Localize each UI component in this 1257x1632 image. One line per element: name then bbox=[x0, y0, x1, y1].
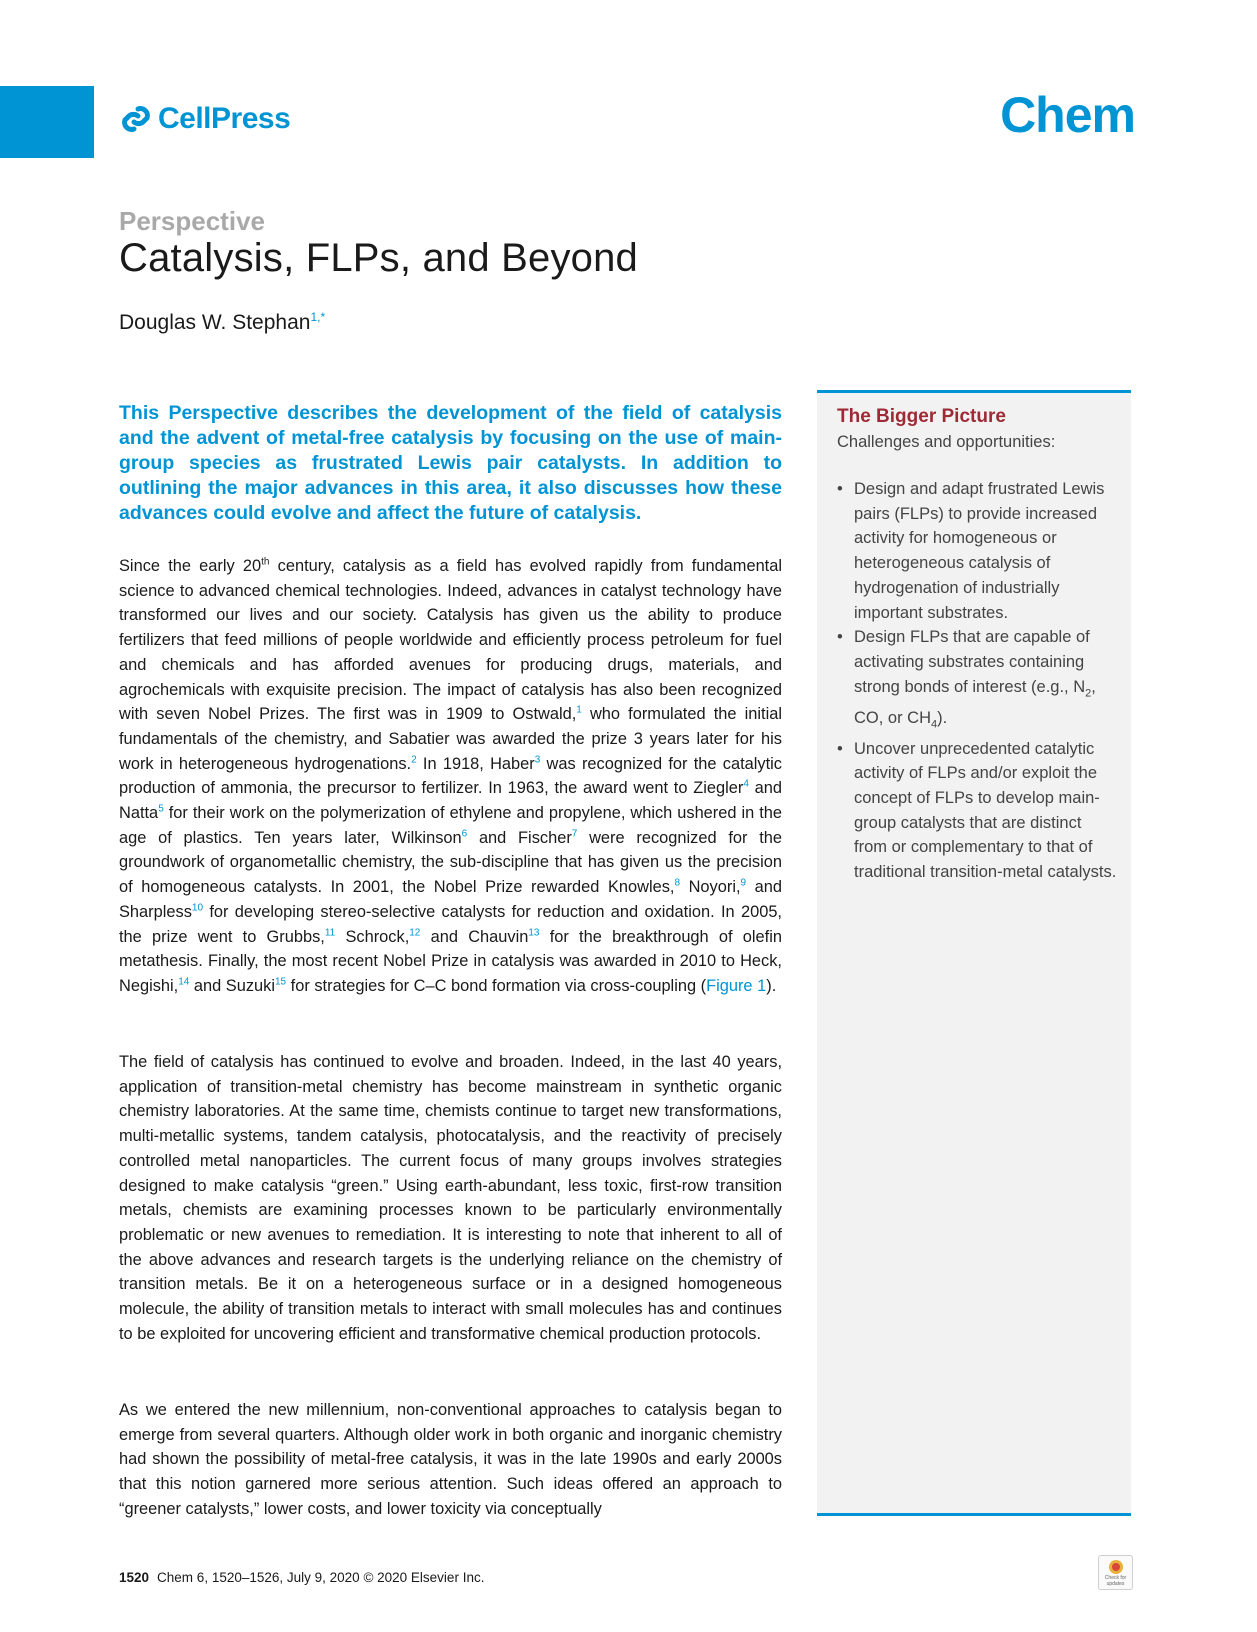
check-for-updates-badge[interactable] bbox=[1098, 1555, 1133, 1590]
article-title: Catalysis, FLPs, and Beyond bbox=[119, 236, 638, 280]
bigger-picture-sidebar bbox=[817, 390, 1131, 1516]
reference-link[interactable]: 2 bbox=[411, 754, 417, 766]
author-affiliation-link[interactable]: 1,* bbox=[310, 310, 326, 324]
reference-link[interactable]: 9 bbox=[740, 877, 747, 889]
author-line bbox=[119, 310, 325, 335]
reference-link[interactable]: 10 bbox=[191, 902, 204, 914]
author-name: Douglas W. Stephan bbox=[119, 311, 311, 334]
cellpress-link-icon bbox=[120, 103, 152, 135]
reference-link[interactable]: 5 bbox=[158, 803, 164, 815]
journal-logo[interactable]: Chem bbox=[1000, 87, 1135, 143]
cellpress-logo[interactable] bbox=[120, 102, 290, 136]
figure-1-link[interactable]: Figure 1 bbox=[706, 976, 767, 995]
check-updates-label: Check for updates bbox=[1104, 1574, 1127, 1587]
check-updates-icon bbox=[1108, 1559, 1124, 1575]
reference-link[interactable]: 13 bbox=[528, 927, 540, 939]
reference-link[interactable]: 8 bbox=[674, 877, 681, 889]
reference-link[interactable]: 12 bbox=[409, 927, 421, 939]
publisher-name: CellPress bbox=[158, 102, 291, 135]
sidebar-bullet-list bbox=[837, 477, 1117, 885]
journal-citation: Chem 6, 1520–1526, July 9, 2020 © 2020 Elsevier Inc. bbox=[157, 1570, 485, 1585]
sidebar-subtitle: Challenges and opportunities: bbox=[837, 433, 1056, 451]
article-type-label: Perspective bbox=[119, 206, 265, 236]
list-item: • Design FLPs that are capable of activating substrates containing strong bonds of interest (e.g., $N_2$, CO, or $CH_4$). bbox=[837, 625, 1117, 736]
sidebar-title: The Bigger Picture bbox=[837, 406, 1006, 427]
body-paragraph-3: As we entered the new millennium, non-conventional approaches to catalysis began to emerge from several quarters. Although older work in both organic and inorganic chemistry had shown the possibility of metal-free catalysis, it was in the late 1990s and early 2000s that this notion garnered more serious attention. Such ideas offered an approach to “greener catalysts,” lower costs, and lower toxicity via conceptually bbox=[119, 1401, 782, 1518]
body-paragraph-1: Since the early 20th century, catalysis as a field has evolved rapidly from fundamental science to advanced chemical technologies. Indeed, advances in catalyst technology have transformed our lives and our society. Catalysis has given us the ability to produce fertilizers that feed millions of people worldwide and efficiently process petroleum for fuel and chemicals and has afforded avenues for producing drugs, materials, and agrochemicals with exquisite precision. The impact of catalysis has also been recognized with seven Nobel Prizes. The first was in 1909 to Ostwald,$^1$ who formulated the initial fundamentals of the chemistry, and Sabatier was awarded the prize 3 years later for his work in heterogeneous hydrogenations.$^2$ In 1918, Haber$^3$ was recognized for the catalytic production of ammonia, the precursor to fertilizer. In 1963, the award went to Ziegler$^4$ and Natta$^5$ for their work on the polymerization of ethylene and propylene, which ushered in the age of plastics. Ten years later, Wilkinson$^6$ and Fischer$^7$ were recognized for the groundwork of organometallic chemistry, the sub-discipline that has given us the precision of homogeneous catalysts. In 2001, the Nobel Prize rewarded Knowles,$^8$ Noyori,$^9$ and Sharpless$^{10}$ for developing stereo-selective catalysts for reduction and oxidation. In 2005, the prize went to Grubbs,$^{11}$ Schrock,$^{12}$ and Chauvin$^{13}$ for the breakthrough of olefin metathesis. Finally, the most recent Nobel Prize in catalysis was awarded in 2010 to Heck, Negishi,$^{14}$ and Suzuki$^{15}$ for strategies for C–C bond formation via cross-coupling (Figure 1). bbox=[119, 556, 783, 995]
summary-abstract: This Perspective describes the development of the field of catalysis and the advent of metal-free catalysis by focusing on the use of main-group species as frustrated Lewis pair catalysts. In addition to outlining the major advances in this area, it also discusses how these advances could evolve and affect the future of catalysis. bbox=[119, 402, 782, 524]
list-item: • Design and adapt frustrated Lewis pairs (FLPs) to provide increased activity for homogeneous or heterogeneous catalysis of hydrogenation of industrially important substrates. bbox=[837, 477, 1117, 625]
reference-link[interactable]: 1 bbox=[576, 704, 582, 716]
reference-link[interactable]: 4 bbox=[743, 778, 749, 790]
list-item: • Uncover unprecedented catalytic activity of FLPs and/or exploit the concept of FLPs to develop main-group catalysts that are distinct from or complementary to that of traditional transition-metal catalysts. bbox=[837, 737, 1117, 885]
reference-link[interactable]: 3 bbox=[534, 754, 541, 766]
page-footer bbox=[119, 1570, 484, 1585]
body-paragraph-2: The field of catalysis has continued to evolve and broaden. Indeed, in the last 40 years, application of transition-metal chemistry has become mainstream in synthetic organic chemistry laboratories. At the same time, chemists continue to target new transformations, multi-metallic systems, tandem catalysis, photocatalysis, and the reactivity of precisely controlled metal nanoparticles. The current focus of many groups involves strategies designed to make catalysis “green.” Using earth-abundant, less toxic, first-row transition metals, chemists are examining processes known to be particularly environmentally problematic or new avenues to remediation. It is interesting to note that inherent to all of the above advances and research targets is the underlying reliance on the chemistry of transition metals. Be it on a heterogeneous surface or in a designed homogeneous molecule, the ability of transition metals to interact with small molecules has and continues to be exploited for uncovering efficient and transformative chemical production protocols. bbox=[119, 1053, 782, 1343]
reference-link[interactable]: 7 bbox=[571, 828, 578, 840]
page-number: 1520 bbox=[119, 1570, 150, 1585]
reference-link[interactable]: 15 bbox=[275, 976, 287, 988]
reference-link[interactable]: 6 bbox=[461, 828, 468, 840]
reference-link[interactable]: 11 bbox=[324, 927, 336, 939]
corner-accent-block bbox=[0, 86, 94, 158]
reference-link[interactable]: 14 bbox=[178, 976, 190, 988]
